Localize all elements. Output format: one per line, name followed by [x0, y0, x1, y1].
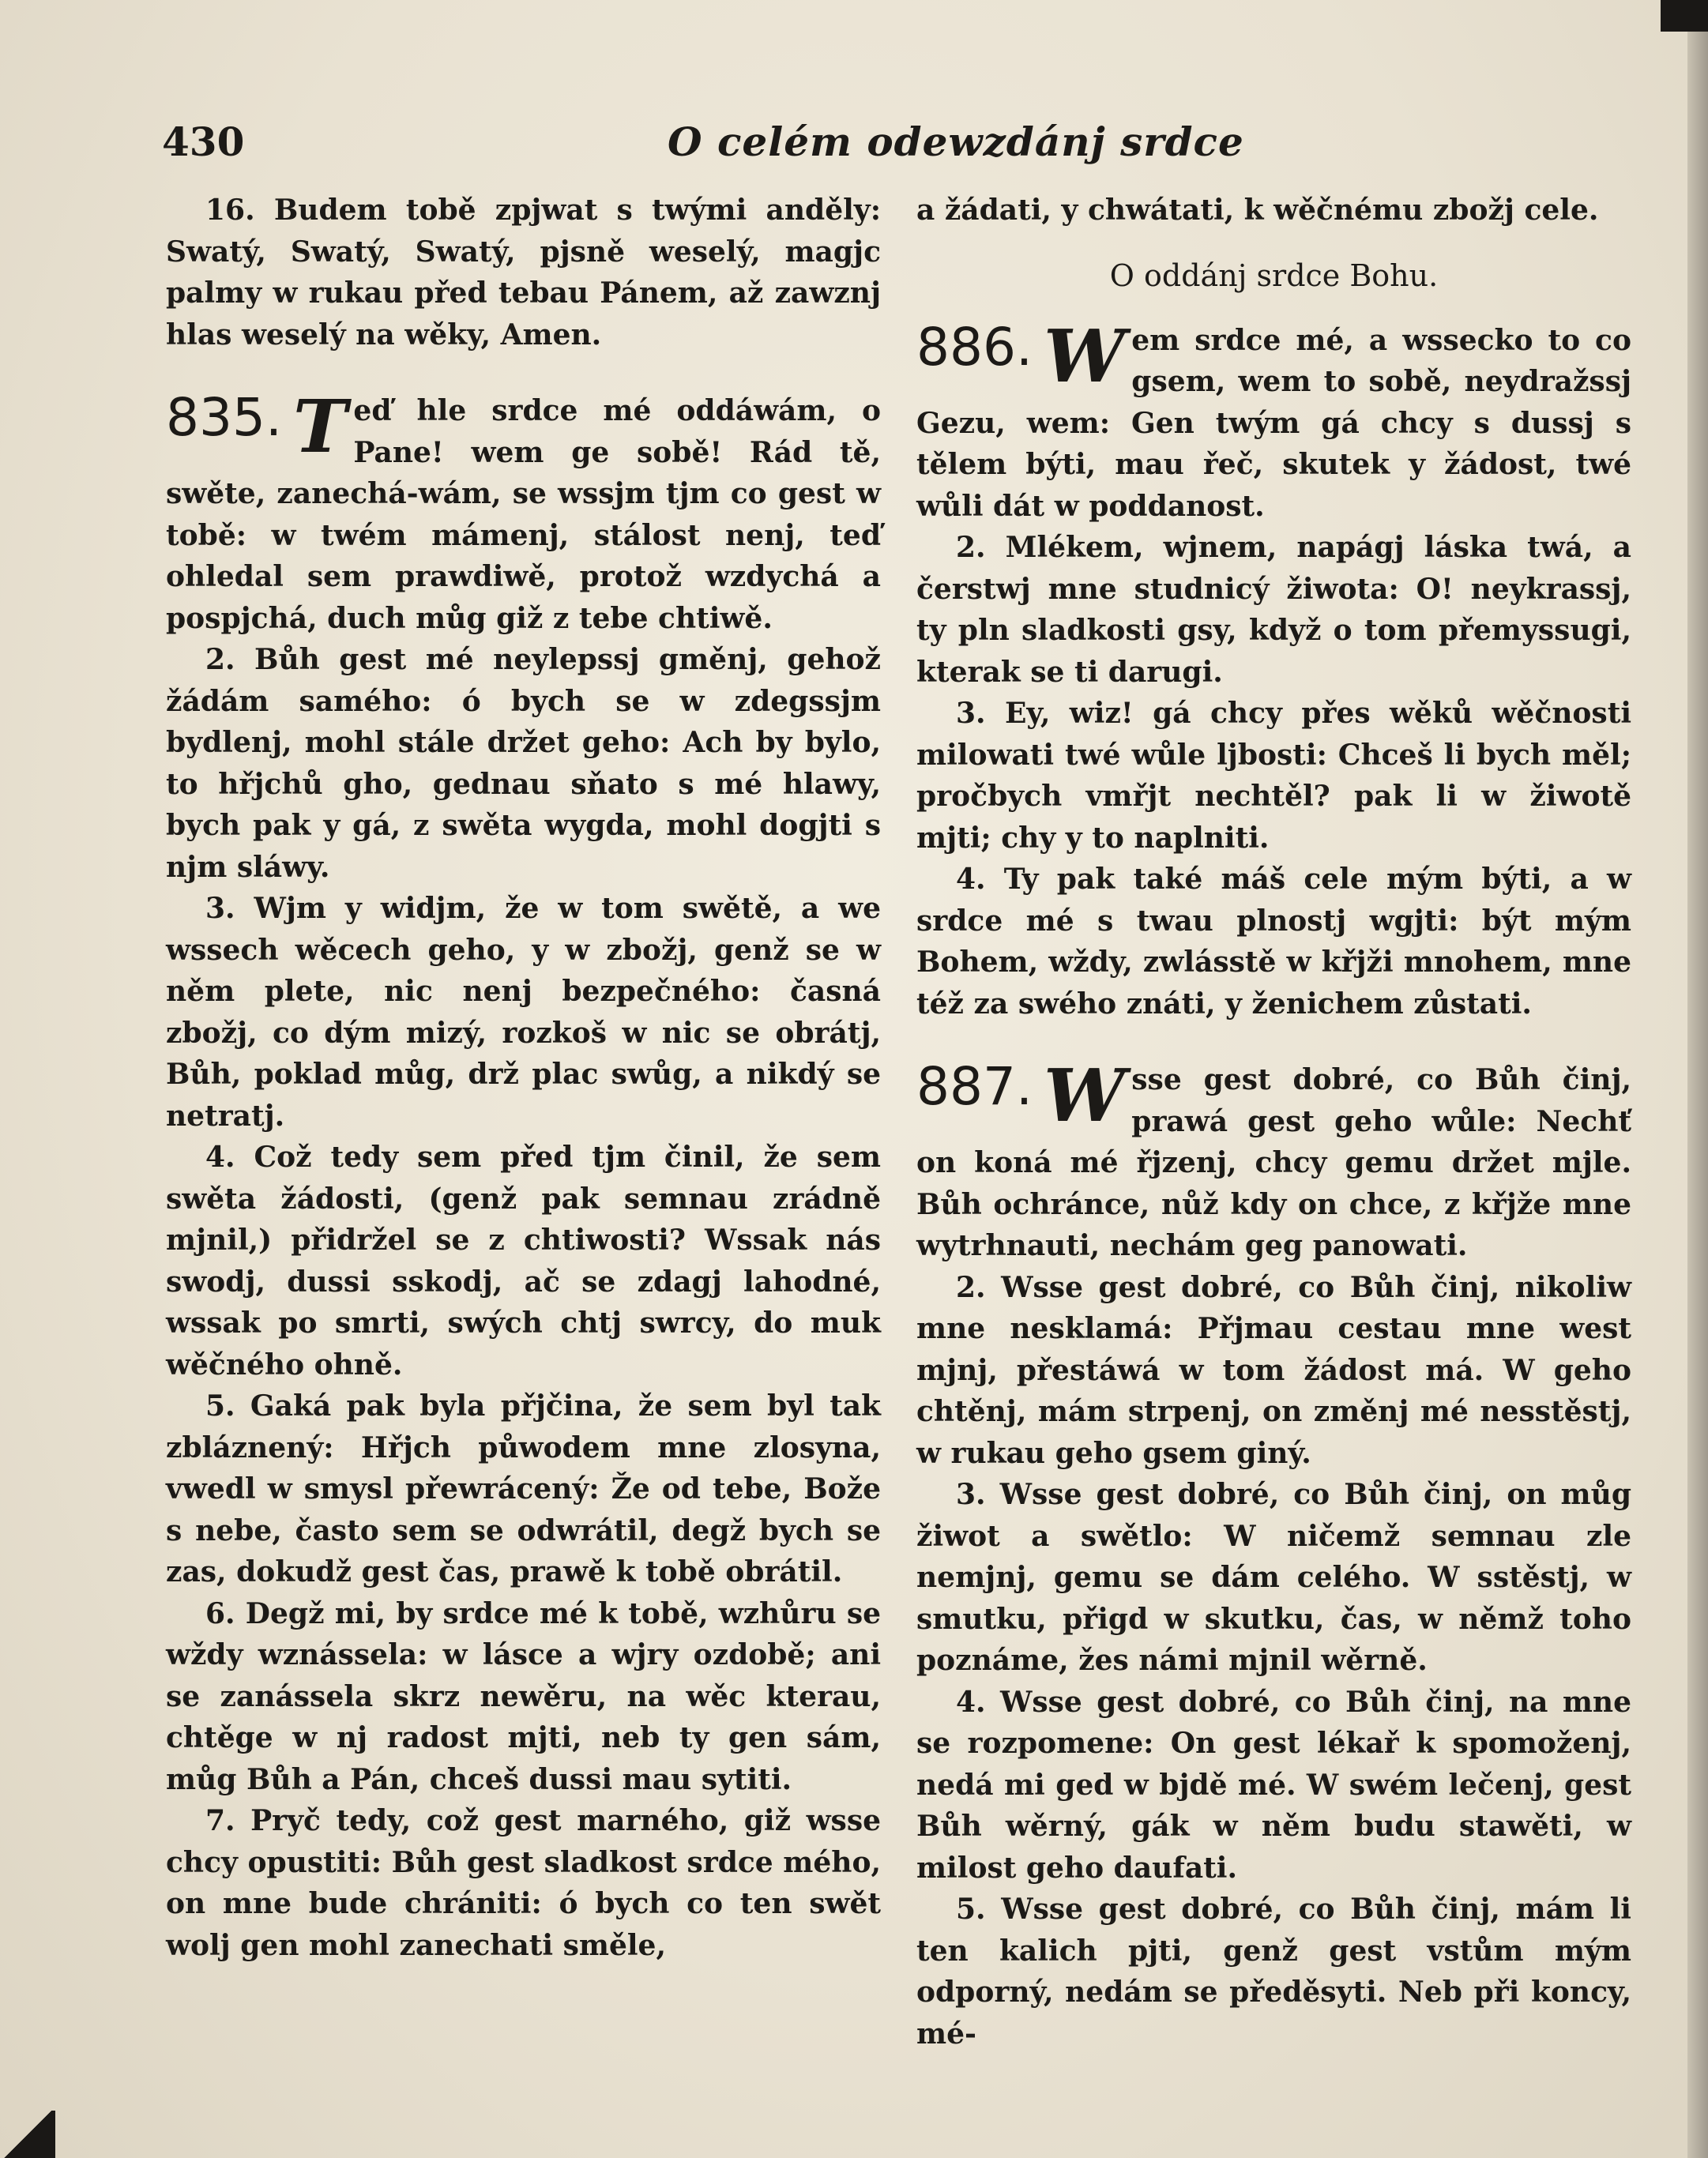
hymn-835-verse-3: 3. Wjm y widjm, že w tom swětě, a we wssech wěcech geho, y w zbožj, genž se w něm plete, nic nenj bezpečného: časná zbožj, co dým mizý, rozkoš w nic se obrátj, Bůh, poklad můg, drž plac swůg, a nikdý se netratj. — [166, 892, 881, 1133]
hymn-887-verse-4: 4. Wsse gest dobré, co Bůh činj, na mne se rozpomene: On gest lékař k spomoženj, nedá mi ged w bjdě mé. W swém lečenj, gest Bůh wěrný, gák w něm budu stawěti, w milost geho daufati. — [916, 1685, 1631, 1885]
hymn-887-verse-3: 3. Wsse gest dobré, co Bůh činj, on můg žiwot a swětlo: W ničemž semnau zle nemjnj, gemu se dám celého. W sstěstj, w smutku, přigd w skutku, čas, w němž toho poznáme, žes námi mjnil wěrně. — [916, 1478, 1631, 1677]
hymn-835-verse-4: 4. Což tedy sem před tjm činil, že sem swěta žádosti, (genž pak semnau zrádně mjnil,) přidržel se z chtiwosti? Wssak nás swodj, dussi sskodj, ač se zdagj lahodné, wssak po smrti, swých chtj swrcy, do muk wěčného ohně. — [166, 1141, 881, 1382]
hymn-number: 886. — [916, 316, 1033, 378]
hymn-887-start — [916, 1053, 1631, 1267]
hymn-887-verse-5: 5. Wsse gest dobré, co Bůh činj, mám li ten kalich pjti, genž gest vstům mým odporný, nedám se předěsyti. Neb při koncy, mé- — [916, 1893, 1631, 2051]
running-head: O celém odewzdánj srdce — [668, 118, 1244, 165]
spacer — [916, 231, 1631, 255]
hymn-835-verse-1: eď hle srdce mé oddáwám, o Pane! wem ge sobě! Rád tě, swěte, zanechá-wám, se wssjm tjm co gest w tobě: w twém mámenj, stálost nenj, teď ohledal sem prawdiwě, protož wzdychá a pospjchá, duch můg giž z tebe chtiwě. — [166, 394, 881, 635]
hymn-886-verse-2: 2. Mlékem, wjnem, napágj láska twá, a čerstwj mne studnicý žiwota: O! neykrassj, ty pln sladkosti gsy, když o tom přemyssugi, kterak se ti darugi. — [916, 531, 1631, 689]
hymn-835-verse-2: 2. Bůh gest mé neylepssj gměnj, gehož žádám samého: ó bych se w zdegssjm bydlenj, mohl stále držet geho: Ach by bylo, to hřjchů gho, gednau sňato s mé hlawy, bych pak y gá, z swěta wygda, mohl dogjti s njm sláwy. — [166, 643, 881, 884]
hymn-886-verse-1: em srdce mé, a wssecko to co gsem, wem to sobě, neydražssj Gezu, wem: Gen twým gá chcy s dussj s tělem býti, mau řeč, skutek y žádost, twé wůli dát w poddanost. — [916, 323, 1631, 523]
hymn-886-start — [916, 313, 1631, 528]
hymn-835-start — [166, 384, 881, 639]
right-column — [916, 190, 1631, 2055]
page-header — [162, 118, 1631, 174]
scan-corner-bottom-left — [0, 2111, 55, 2158]
hymn-887-verse-1: sse gest dobré, co Bůh činj, prawá gest geho wůle: Nechť on koná mé řjzenj, chcy gemu držet mjle. Bůh ochránce, nůž kdy on chce, z křjže mne wytrhnauti, nechám geg panowati. — [916, 1063, 1631, 1262]
drop-initial: T — [292, 384, 348, 469]
spacer — [916, 1024, 1631, 1059]
scan-corner-top-right — [1661, 0, 1708, 32]
drop-initial: W — [1043, 313, 1126, 399]
hymn-886-verse-3: 3. Ey, wiz! gá chcy přes wěků wěčnosti milowati twé wůle ljbosti: Chceš li bych měl; pročbych vmřjt nechtěl? pak li w žiwotě mjti; chy y to naplniti. — [916, 697, 1631, 855]
page-edge — [1687, 0, 1708, 2158]
hymn-number: 835. — [166, 387, 282, 448]
hymn-886-verse-4: 4. Ty pak také máš cele mým býti, a w srdce mé s twau plnostj wgjti: být mým Bohem, wždy, zwlásstě w křjži mnohem, mne též za swého znáti, y ženichem zůstati. — [916, 863, 1631, 1021]
hymn-number: 887. — [916, 1056, 1033, 1117]
hymn-887-verse-2: 2. Wsse gest dobré, co Bůh činj, nikoliw mne nesklamá: Přjmau cestau mne west mjnj, přestáwá w tom žádost má. W geho chtěnj, mám strpenj, on změnj mé nesstěstj, w rukau geho gsem giný. — [916, 1270, 1631, 1470]
section-title: O oddánj srdce Bohu. — [1109, 258, 1439, 293]
hymn-835-continuation: a žádati, y chwátati, k wěčnému zbožj cele. — [916, 194, 1599, 227]
hymn-835-verse-5: 5. Gaká pak byla přjčina, že sem byl tak zbláznený: Hřjch půwodem mne zlosyna, vwedl w smysl přewrácený: Že od tebe, Bože s nebe, často sem se odwrátil, degž bych se zas, dokudž gest čas, prawě k tobě obrátil. — [166, 1389, 881, 1588]
hymn-835-verse-7: 7. Pryč tedy, což gest marného, giž wsse chcy opustiti: Bůh gest sladkost srdce mého, on mne bude chrániti: ó bych co ten swět wolj gen mohl zanechati směle, — [166, 1804, 881, 1962]
hymn-835-verse-6: 6. Degž mi, by srdce mé k tobě, wzhůru se wždy wznássela: w lásce a wjry ozdobě; ani se zanássela skrz newěru, na wěc kterau, chtěge w nj radost mjti, neb ty gen sám, můg Bůh a Pán, chceš dussi mau sytiti. — [166, 1596, 881, 1796]
spacer — [166, 355, 881, 390]
spacer — [916, 296, 1631, 320]
drop-initial: W — [1043, 1053, 1126, 1138]
page-number: 430 — [162, 118, 245, 165]
hymn-834-verse-16: 16. Budem tobě zpjwat s twými anděly: Swatý, Swatý, Swatý, pjsně weselý, magjc palmy w rukau před tebau Pánem, až zawznj hlas weselý na wěky, Amen. — [166, 194, 881, 352]
left-column — [166, 190, 881, 1966]
